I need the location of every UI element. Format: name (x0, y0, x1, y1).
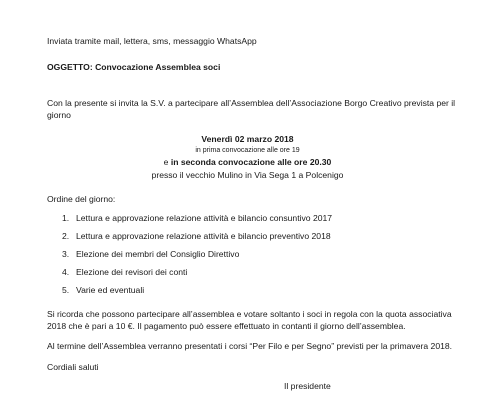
courses-note: Al termine dell’Assemblea verranno presentati i corsi “Per Filo e per Segno” previsti per la primavera 2018. (47, 341, 453, 351)
agenda-item-text: Elezione dei membri del Consiglio Direttivo (76, 249, 240, 259)
agenda-item (62, 285, 144, 295)
agenda-item-number: 4. (62, 267, 70, 277)
second-call-prefix: e (163, 157, 169, 167)
agenda-item (62, 267, 187, 277)
membership-note-line-1: Si ricorda che possono partecipare all’assemblea e votare soltanto i soci in regola con la quota associativa (47, 309, 452, 319)
agenda-item (62, 213, 332, 223)
agenda-item (62, 249, 239, 259)
meeting-location: presso il vecchio Mulino in Via Sega 1 a Polcenigo (151, 170, 344, 180)
second-call: in seconda convocazione alle ore 20.30 (170, 157, 332, 167)
intro-line-2: giorno (47, 110, 71, 120)
agenda-item-number: 3. (62, 249, 70, 259)
agenda-item-text: Lettura e approvazione relazione attività e bilancio consuntivo 2017 (76, 213, 333, 223)
agenda-title: Ordine del giorno: (47, 194, 116, 204)
membership-note-line-2: 2018 che è pari a 10 €. Il pagamento può essere effettuato in contanti il giorno dell’assemblea. (47, 321, 406, 331)
agenda-item (62, 231, 331, 241)
first-call: in prima convocazione alle ore 19 (195, 147, 300, 154)
agenda-item-number: 2. (62, 231, 70, 241)
meeting-date: Venerdì 02 marzo 2018 (201, 134, 294, 144)
second-call-line (0, 157, 495, 167)
agenda-item-text: Varie ed eventuali (76, 285, 145, 295)
subject-line: OGGETTO: Convocazione Assemblea soci (47, 62, 221, 72)
signature: Il presidente (284, 381, 331, 391)
agenda-item-text: Lettura e approvazione relazione attività e bilancio preventivo 2018 (76, 231, 331, 241)
closing-greeting: Cordiali saluti (47, 362, 99, 372)
agenda-item-number: 1. (62, 213, 70, 223)
agenda-item-text: Elezione dei revisori dei conti (76, 267, 188, 277)
intro-line-1: Con la presente si invita la S.V. a partecipare all’Assemblea dell’Associazione Borgo Creativo prevista per il (47, 98, 456, 108)
agenda-item-number: 5. (62, 285, 70, 295)
delivery-note: Inviata tramite mail, lettera, sms, messaggio WhatsApp (47, 36, 257, 46)
